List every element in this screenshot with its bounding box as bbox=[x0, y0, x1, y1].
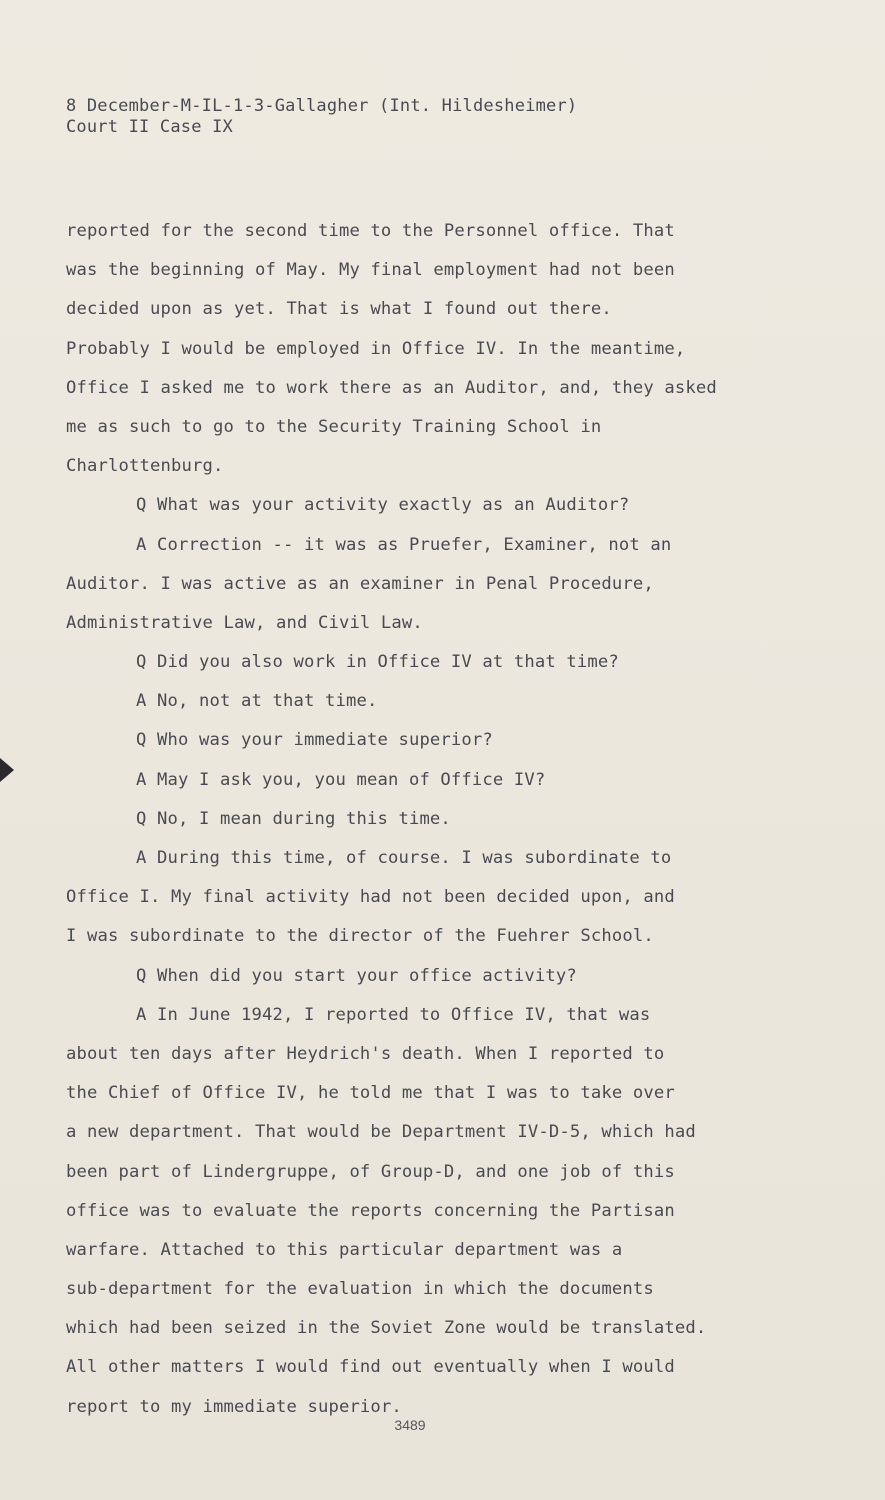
transcript-line: the Chief of Office IV, he told me that I was to take over bbox=[66, 1083, 675, 1104]
transcript-line: Charlottenburg. bbox=[66, 456, 224, 477]
transcript-line: decided upon as yet. That is what I found out there. bbox=[66, 299, 612, 320]
transcript-line: Probably I would be employed in Office IV. In the meantime, bbox=[66, 338, 686, 359]
transcript-line: was the beginning of May. My final employment had not been bbox=[66, 260, 675, 281]
header-line-1: 8 December-M-IL-1-3-Gallagher (Int. Hildesheimer) bbox=[66, 96, 578, 116]
transcript-line: which had been seized in the Soviet Zone would be translated. bbox=[66, 1318, 707, 1339]
transcript-line: been part of Lindergruppe, of Group-D, and one job of this bbox=[66, 1161, 675, 1182]
transcript-line: A In June 1942, I reported to Office IV, that was bbox=[136, 1004, 651, 1025]
transcript-line: A May I ask you, you mean of Office IV? bbox=[136, 769, 546, 790]
transcript-line: sub-department for the evaluation in which the documents bbox=[66, 1279, 654, 1300]
margin-arrow-icon bbox=[0, 758, 14, 782]
transcript-line: Q When did you start your office activity? bbox=[136, 965, 577, 986]
transcript-line: office was to evaluate the reports concerning the Partisan bbox=[66, 1200, 675, 1221]
transcript-line: Q No, I mean during this time. bbox=[136, 808, 451, 829]
transcript-line: warfare. Attached to this particular department was a bbox=[66, 1239, 623, 1260]
transcript-line: Office I. My final activity had not been decided upon, and bbox=[66, 887, 675, 908]
header-line-2: Court II Case IX bbox=[66, 117, 233, 137]
page-number: 3489 bbox=[394, 1417, 426, 1433]
transcript-line: A During this time, of course. I was subordinate to bbox=[136, 848, 672, 868]
transcript-line: A Correction -- it was as Pruefer, Examiner, not an bbox=[136, 534, 672, 555]
document-header bbox=[66, 96, 577, 138]
transcript-body bbox=[66, 212, 826, 1427]
transcript-line: report to my immediate superior. bbox=[66, 1396, 402, 1417]
transcript-line: Office I asked me to work there as an Auditor, and, they asked bbox=[66, 377, 717, 398]
transcript-line: me as such to go to the Security Training School in bbox=[66, 416, 602, 437]
transcript-line: about ten days after Heydrich's death. When I reported to bbox=[66, 1043, 665, 1064]
transcript-line: A No, not at that time. bbox=[136, 691, 378, 712]
transcript-line: Administrative Law, and Civil Law. bbox=[66, 612, 423, 633]
transcript-line: All other matters I would find out eventually when I would bbox=[66, 1357, 675, 1378]
transcript-line: Q What was your activity exactly as an Auditor? bbox=[136, 495, 630, 516]
transcript-line: I was subordinate to the director of the Fuehrer School. bbox=[66, 926, 654, 947]
transcript-line: a new department. That would be Department IV-D-5, which had bbox=[66, 1122, 696, 1143]
transcript-line: Q Who was your immediate superior? bbox=[136, 730, 493, 751]
transcript-line: Q Did you also work in Office IV at that time? bbox=[136, 652, 619, 673]
transcript-line: reported for the second time to the Personnel office. That bbox=[66, 221, 675, 241]
transcript-line: Auditor. I was active as an examiner in Penal Procedure, bbox=[66, 573, 654, 594]
